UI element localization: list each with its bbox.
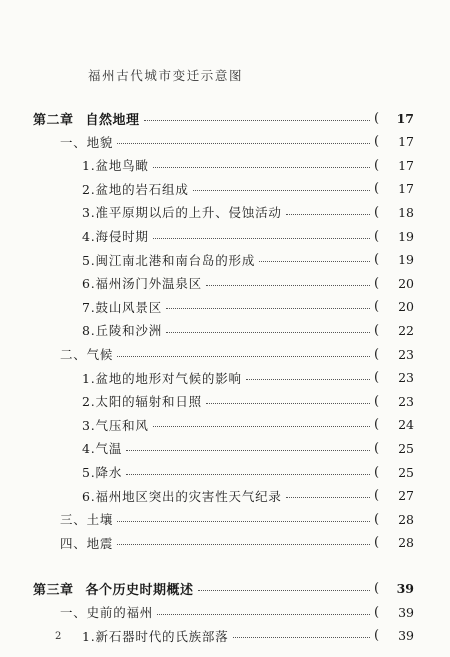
dot-leader: [144, 120, 370, 121]
toc-entry-label: [0, 579, 194, 598]
toc-page-number: 22: [398, 322, 414, 338]
dot-leader: [286, 214, 370, 215]
toc-entry-label: [0, 603, 153, 621]
dot-leader: [246, 379, 370, 380]
open-paren: (: [374, 299, 380, 315]
open-paren: (: [374, 417, 380, 433]
toc-page-number: 24: [398, 417, 414, 433]
dot-leader: [117, 521, 370, 522]
open-paren: (: [374, 580, 380, 596]
dot-leader: [117, 544, 370, 545]
toc-subsection-entry: [0, 272, 450, 294]
dot-leader: [206, 285, 370, 286]
toc-entry-label: [0, 251, 255, 269]
open-paren: (: [374, 535, 380, 551]
toc-section-entry: [0, 343, 450, 365]
toc-entry-label: [0, 203, 282, 221]
toc-entry-title: 1.盆地的地形对气候的影响: [82, 370, 242, 386]
toc-subsection-entry: [0, 485, 450, 507]
toc-entry-label: [0, 274, 202, 292]
toc-entry-label: [0, 392, 202, 410]
toc-entry-title: 4.海侵时期: [82, 229, 149, 244]
open-paren: (: [374, 464, 380, 480]
toc-page-number: 20: [398, 275, 414, 291]
toc-page-number: 28: [398, 511, 414, 527]
toc-entry-title: 自然地理: [85, 112, 140, 128]
toc-section-entry: [0, 532, 450, 554]
dot-leader: [166, 332, 370, 333]
toc-page-number: 28: [398, 535, 414, 551]
toc-entry-label: [0, 227, 149, 245]
toc-page-number: 23: [398, 346, 414, 362]
toc-entry-title: 4.气温: [82, 441, 123, 457]
dot-leader: [233, 637, 370, 638]
dot-leader: [153, 426, 370, 427]
toc-entry-label: [0, 463, 122, 481]
dot-leader: [157, 614, 370, 615]
toc-subsection-entry: [0, 625, 450, 647]
toc-entry-label: [0, 156, 149, 174]
dot-leader: [193, 190, 370, 191]
toc-entry-label: [0, 180, 189, 198]
toc-entry-label: [0, 345, 113, 363]
toc-subsection-entry: [0, 178, 450, 200]
toc-subsection-entry: [0, 437, 450, 459]
toc-entry-label: [0, 627, 229, 645]
figure-caption-line: 福州古代城市变迁示意图: [88, 68, 244, 83]
toc-entry-label: [0, 369, 242, 387]
toc-entry-title: 5.闽江南北港和南台岛的形成: [82, 252, 256, 268]
open-paren: (: [374, 204, 380, 220]
open-paren: (: [374, 346, 380, 362]
open-paren: (: [374, 157, 380, 173]
dot-leader: [153, 238, 370, 239]
toc-subsection-entry: [0, 367, 450, 389]
open-paren: (: [374, 228, 380, 244]
toc-page-number: 39: [396, 580, 414, 596]
dot-leader: [126, 474, 370, 475]
toc-entry-title: 二、气候: [60, 347, 114, 362]
chapter-number: 第三章: [33, 582, 74, 598]
toc-subsection-entry: [0, 390, 450, 412]
chapter-number: 第二章: [33, 112, 74, 128]
dot-leader: [117, 143, 370, 144]
open-paren: (: [374, 252, 380, 268]
dot-leader: [166, 308, 370, 309]
toc-entry-title: 5.降水: [82, 465, 123, 480]
open-paren: (: [374, 110, 380, 126]
toc-page-number: 19: [398, 228, 414, 244]
toc-page-number: 18: [398, 204, 414, 220]
toc-subsection-entry: [0, 225, 450, 247]
toc-subsection-entry: [0, 461, 450, 483]
toc-entry-label: [0, 439, 122, 457]
toc-entry-title: 3.准平原期以后的上升、侵蚀活动: [82, 205, 282, 221]
toc-entry-title: 2.盆地的岩石组成: [82, 181, 189, 197]
toc-subsection-entry: [0, 201, 450, 223]
toc-entry-label: [0, 416, 149, 434]
toc-entry-label: [0, 510, 113, 528]
open-paren: (: [374, 628, 380, 644]
toc-entry-label: [0, 534, 113, 552]
toc-entry-label: [0, 109, 140, 128]
dot-leader: [117, 356, 370, 357]
toc-entry-title: 6.福州地区突出的灾害性天气纪录: [82, 488, 282, 504]
toc-page-number: 25: [398, 440, 414, 456]
toc-page-number: 20: [398, 299, 414, 315]
toc-subsection-entry: [0, 249, 450, 271]
dot-leader: [153, 167, 370, 168]
toc-section-entry: [0, 601, 450, 623]
toc-page-number: 27: [398, 488, 414, 504]
toc-page-number: 23: [398, 370, 414, 386]
toc-entry-label: [0, 487, 282, 505]
toc-entry-title: 7.鼓山风景区: [82, 299, 163, 315]
toc-page-number: 17: [398, 181, 414, 197]
toc-entry-title: 6.福州汤门外温泉区: [82, 276, 202, 292]
open-paren: (: [374, 488, 380, 504]
toc-entry-title: 8.丘陵和沙洲: [82, 323, 163, 339]
toc-chapter-entry: [0, 577, 450, 599]
dot-leader: [206, 403, 370, 404]
open-paren: (: [374, 393, 380, 409]
toc-entry-title: 1.盆地鸟瞰: [82, 158, 149, 174]
toc-entry-title: 四、地震: [60, 535, 114, 551]
toc-page-number: 25: [398, 464, 414, 480]
toc-page-number: 19: [398, 252, 414, 268]
toc-page-number: 39: [398, 628, 414, 644]
dot-leader: [198, 590, 370, 591]
toc-page-number: 23: [398, 393, 414, 409]
toc-entry-label: [0, 133, 113, 151]
toc-entry-label: [0, 321, 162, 339]
toc-subsection-entry: [0, 296, 450, 318]
toc-subsection-entry: [0, 154, 450, 176]
toc-subsection-entry: [0, 414, 450, 436]
open-paren: (: [374, 440, 380, 456]
toc-section-entry: [0, 508, 450, 530]
open-paren: (: [374, 275, 380, 291]
toc-entry-title: 一、地貌: [60, 134, 114, 150]
toc-entry-title: 一、史前的福州: [60, 605, 154, 620]
page-number: 2: [55, 631, 62, 642]
toc-entry-title: 1.新石器时代的氏族部落: [82, 628, 229, 644]
open-paren: (: [374, 370, 380, 386]
toc-chapter-entry: [0, 107, 450, 129]
open-paren: (: [374, 604, 380, 620]
toc-entry-title: 各个历史时期概述: [85, 582, 194, 598]
dot-leader: [286, 497, 370, 498]
toc-section-entry: [0, 131, 450, 153]
toc-subsection-entry: [0, 319, 450, 341]
toc-page-number: 17: [398, 157, 414, 173]
toc-entry-title: 3.气压和风: [82, 417, 149, 433]
open-paren: (: [374, 322, 380, 338]
open-paren: (: [374, 511, 380, 527]
toc-entry-title: 2.太阳的辐射和日照: [82, 394, 202, 410]
dot-leader: [126, 450, 370, 451]
toc-page-number: 39: [398, 604, 414, 620]
toc-page-number: 17: [396, 110, 414, 126]
dot-leader: [259, 261, 370, 262]
toc-entry-title: 三、土壤: [60, 512, 114, 528]
open-paren: (: [374, 181, 380, 197]
open-paren: (: [374, 134, 380, 150]
toc-entry-label: [0, 298, 162, 316]
toc-page-number: 17: [398, 134, 414, 150]
